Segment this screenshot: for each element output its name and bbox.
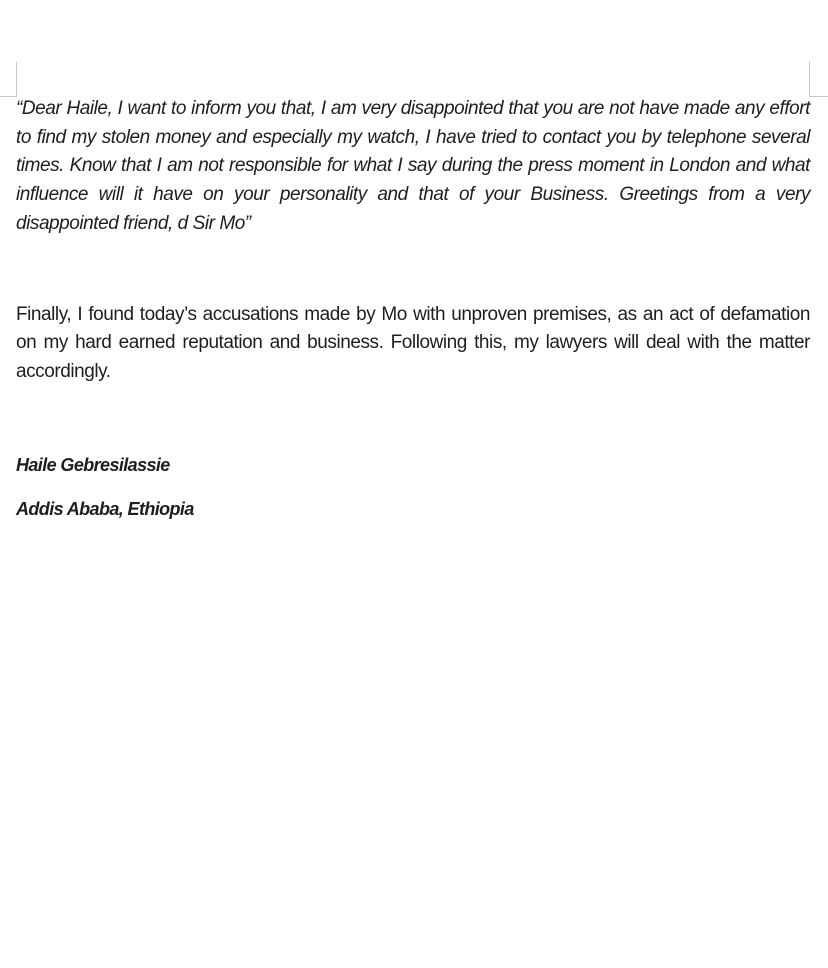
quoted-letter-paragraph: “Dear Haile, I want to inform you that, I am very disappointed that you are not have made any effort to find my stolen money and especially my watch, I have tried to contact you by telephone several times. Know that I am not responsible for what I say during the press moment in London and what influence will it have on your personality and that of your Business. Greetings from a very disappointed friend, d Sir Mo” [16, 98, 810, 234]
closing-statement-paragraph: Finally, I found today’s accusations made by Mo with unproven premises, as an act of defamation on my hard earned reputation and business. Following this, my lawyers will deal with the matter accordingly. [16, 303, 810, 382]
document-body [16, 95, 810, 521]
crop-mark-top-left [0, 62, 17, 97]
crop-mark-top-right [809, 62, 828, 97]
signature-location: Addis Ababa, Ethiopia [16, 498, 194, 519]
signature-name: Haile Gebresilassie [16, 454, 170, 475]
